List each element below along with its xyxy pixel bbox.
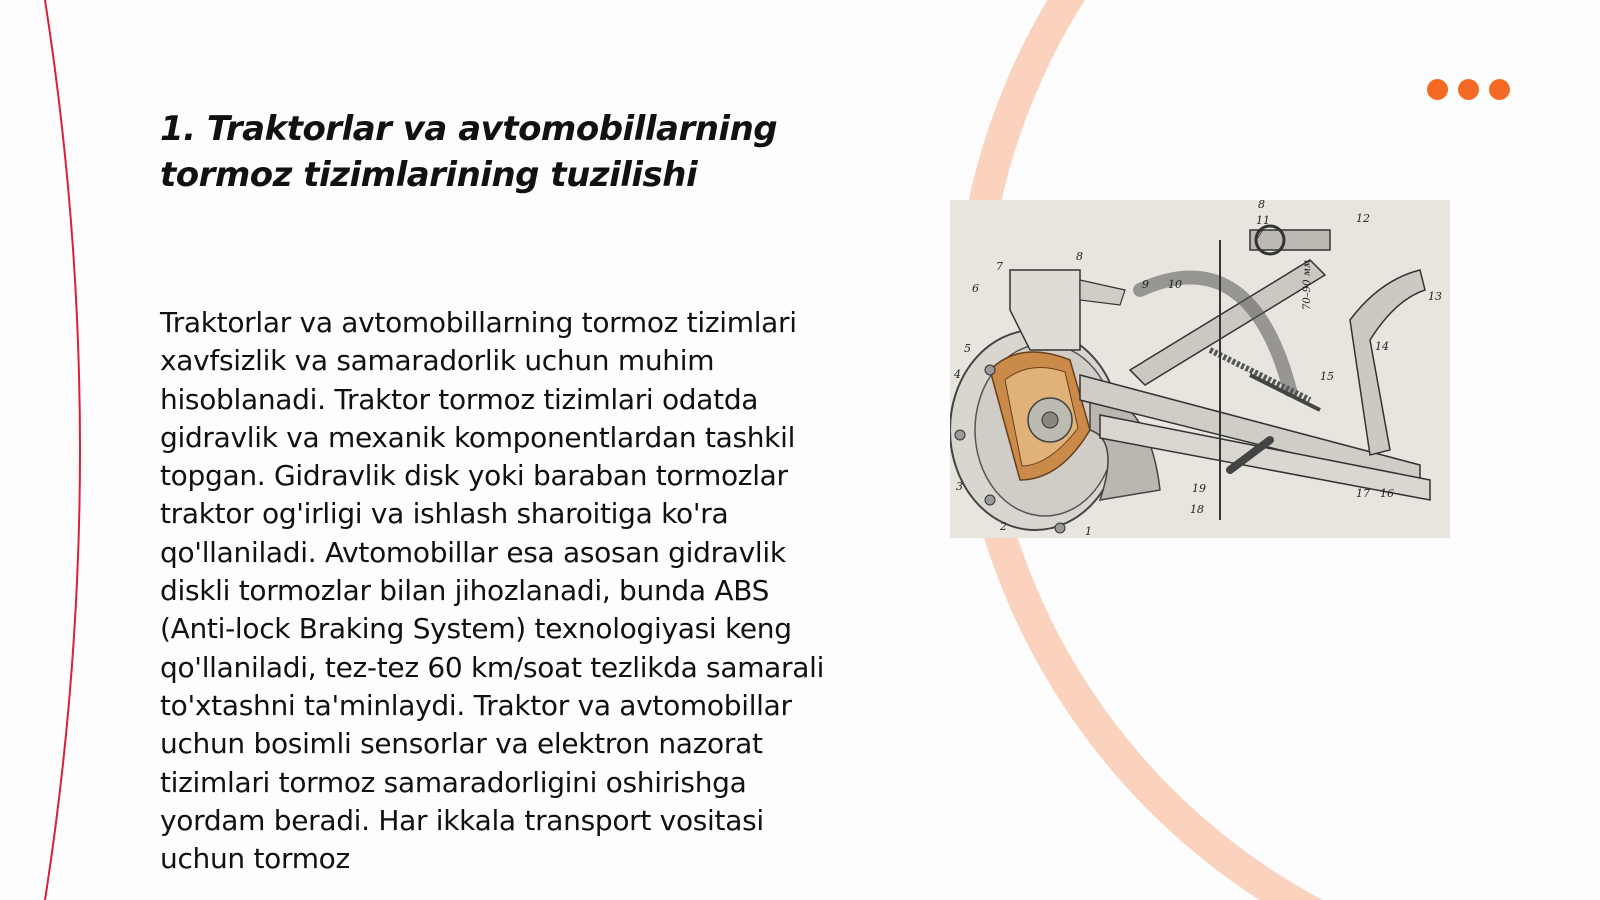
callout-8: 8	[1076, 250, 1083, 263]
dot-1	[1427, 79, 1448, 100]
callout-1: 1	[1085, 525, 1092, 538]
slide-title	[160, 106, 860, 198]
callout-11: 11	[1256, 214, 1270, 227]
callout-12: 12	[1356, 212, 1370, 225]
callout-2: 2	[1000, 520, 1007, 533]
brake-system-diagram	[950, 200, 1450, 538]
title-line-2: tormoz tizimlarining tuzilishi	[160, 155, 698, 195]
callout-9: 9	[1142, 278, 1149, 291]
callout-7: 7	[996, 260, 1003, 273]
callout-15: 15	[1320, 370, 1334, 383]
callout-16: 16	[1380, 487, 1394, 500]
callout-3: 3	[956, 480, 963, 493]
callout-18: 18	[1190, 503, 1204, 516]
callout-4: 4	[954, 368, 961, 381]
title-line-1: 1. Traktorlar va avtomobillarning	[160, 109, 778, 149]
callout-10: 10	[1168, 278, 1182, 291]
dot-2	[1458, 79, 1479, 100]
callout-5: 5	[964, 342, 971, 355]
brake-drawing	[950, 200, 1450, 538]
dimension-label: 70–90 мм	[1302, 259, 1313, 310]
callout-8-top: 8	[1258, 200, 1265, 211]
callout-14: 14	[1375, 340, 1389, 353]
callout-7-top: 7	[1256, 228, 1263, 241]
callout-6: 6	[972, 282, 979, 295]
decorative-dots	[1427, 79, 1510, 100]
dot-3	[1489, 79, 1510, 100]
slide-body-text: Traktorlar va avtomobillarning tormoz tizimlari xavfsizlik va samaradorlik uchun muhim hisoblanadi. Traktor tormoz tizimlari odatda gidravlik va mexanik komponentlardan tashkil topgan. Gidravlik disk yoki baraban tormozlar traktor og'irligi va ishlash sharoitiga ko'ra qo'llaniladi. Avtomobillar esa asosan gidravlik diskli tormozlar bilan jihozlanadi, bunda ABS (Anti-lock Braking System) texnologiyasi keng qo'llaniladi, tez-tez 60 km/soat tezlikda samarali to'xtashni ta'minlaydi. Traktor va avtomobillar uchun bosimli sensorlar va elektron nazorat tizimlari tormoz samaradorligini oshirishga yordam beradi. Har ikkala transport vositasi uchun tormoz	[160, 306, 825, 876]
callout-19: 19	[1192, 482, 1206, 495]
callout-17: 17	[1356, 487, 1370, 500]
left-red-curve	[45, 0, 80, 900]
callout-13: 13	[1428, 290, 1442, 303]
